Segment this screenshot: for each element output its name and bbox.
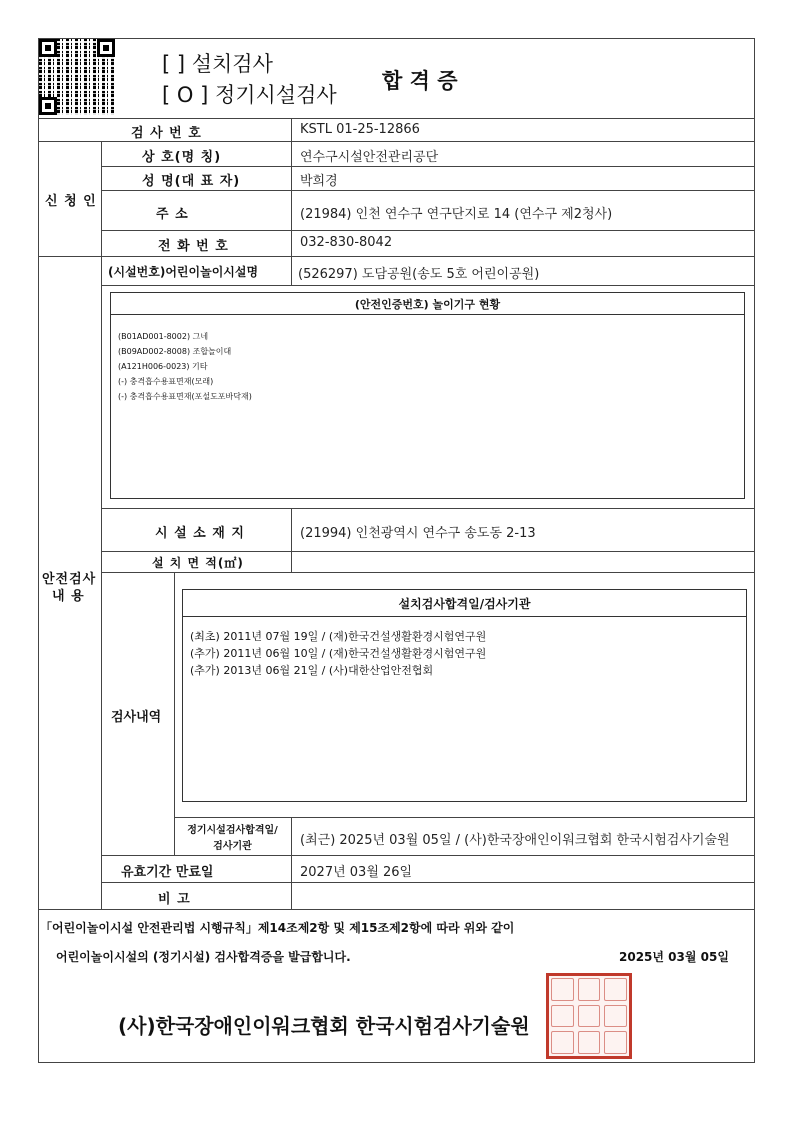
representative-name: 박희경 xyxy=(300,174,338,189)
history-entry: (추가) 2013년 06월 21일 / (사)대한산업안전협회 xyxy=(190,664,434,677)
issuer-name: (사)한국장애인이워크협회 한국시험검사기술원 xyxy=(118,1014,530,1038)
expiry-date: 2027년 03월 26일 xyxy=(300,865,413,880)
document-title: 합 격 증 xyxy=(382,69,458,93)
address: (21984) 인천 연수구 연구단지로 14 (연수구 제2청사) xyxy=(300,207,613,222)
facility-name-label: (시설번호)어린이놀이시설명 xyxy=(108,265,259,279)
installation-history-title: 설치검사합격일/검사기관 xyxy=(398,597,531,611)
equipment-item: (-) 충격흡수용표면재(모래) xyxy=(118,377,214,386)
area-label: 설 치 면 적(㎡) xyxy=(152,556,244,570)
check-regular-line: [ O ] 정기시설검사 xyxy=(162,83,337,107)
safety-section-label-2: 내 용 xyxy=(52,589,85,604)
company-name: 연수구시설안전관리공단 xyxy=(300,150,439,165)
check-installation-line: [ ] 설치검사 xyxy=(162,52,273,76)
installation-history-box xyxy=(182,589,747,802)
applicant-label: 신 청 인 xyxy=(45,194,97,209)
regular-inspection-value: (최근) 2025년 03월 05일 / (사)한국장애인이워크협회 한국시험검사기술원 xyxy=(300,833,730,848)
safety-section-label: 안전검사 xyxy=(42,572,97,587)
remarks-label: 비 고 xyxy=(158,892,191,907)
legal-statement: 「어린이놀이시설 안전관리법 시행규칙」제14조제2항 및 제15조제2항에 따라 위와 같이 xyxy=(40,921,515,935)
equipment-title: (안전인증번호) 놀이기구 현황 xyxy=(354,298,501,311)
location-label: 시 설 소 재 지 xyxy=(155,526,245,541)
official-seal-stamp xyxy=(546,973,632,1059)
inspection-number-label: 검 사 번 호 xyxy=(131,126,202,141)
address-label: 주 소 xyxy=(156,207,189,222)
regular-inspection-label: 정기시설검사합격일/ xyxy=(187,825,278,836)
equipment-item: (B01AD001-8002) 그네 xyxy=(118,332,209,341)
phone-number: 032-830-8042 xyxy=(300,235,393,250)
issue-date: 2025년 03월 05일 xyxy=(619,950,729,964)
history-label: 검사내역 xyxy=(111,710,162,725)
phone-label: 전 화 번 호 xyxy=(158,239,229,254)
facility-name: (526297) 도담공원(송도 5호 어린이공원) xyxy=(298,267,540,282)
facility-location: (21994) 인천광역시 연수구 송도동 2-13 xyxy=(300,526,536,541)
legal-statement-2: 어린이놀이시설의 (정기시설) 검사합격증을 발급합니다. xyxy=(56,950,351,964)
history-entry: (최초) 2011년 07월 19일 / (재)한국건설생활환경시험연구원 xyxy=(190,630,487,643)
representative-label: 성 명(대 표 자) xyxy=(142,174,241,189)
history-entry: (추가) 2011년 06월 10일 / (재)한국건설생활환경시험연구원 xyxy=(190,647,487,660)
qr-code-image xyxy=(39,39,115,115)
inspection-number: KSTL 01-25-12866 xyxy=(300,122,420,137)
equipment-item: (B09AD002-8008) 조합놀이대 xyxy=(118,347,232,356)
company-label: 상 호(명 칭) xyxy=(142,150,222,165)
regular-inspection-label-2: 검사기관 xyxy=(213,841,252,852)
equipment-item: (A121H006-0023) 기타 xyxy=(118,362,208,371)
expiry-label: 유효기간 만료일 xyxy=(121,865,214,880)
equipment-item: (-) 충격흡수용표면재(포설도포바닥재) xyxy=(118,392,252,401)
